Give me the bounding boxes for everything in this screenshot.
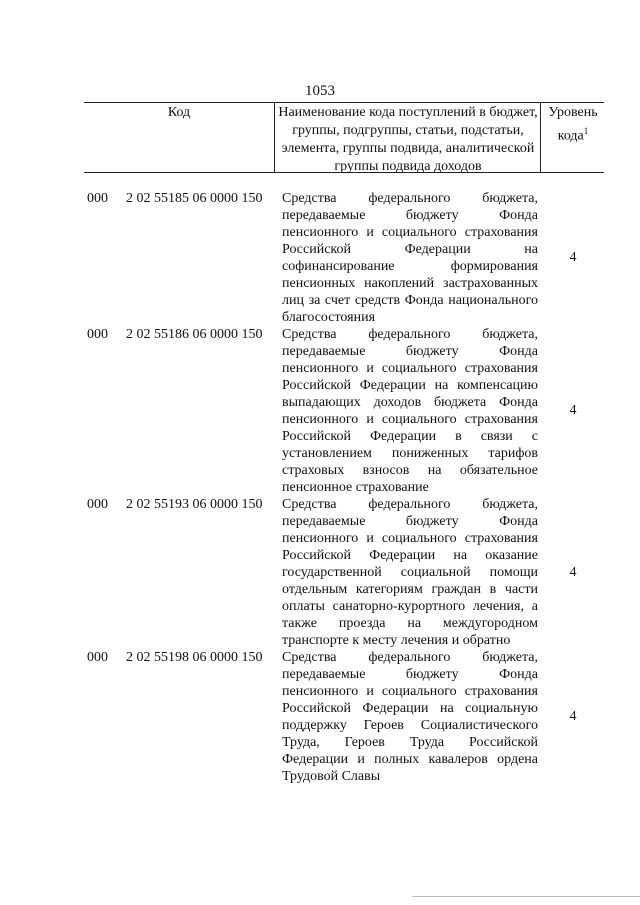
table-row (0, 326, 640, 496)
column-header-level-label: Уровень кода (548, 105, 598, 144)
code-level: 4 (569, 709, 577, 724)
admin-code: 000 (87, 497, 108, 512)
revenue-description: Средства федерального бюджета, передаваемые бюджету Фонда пенсионного и социального страхования Российской Федерации на оказание государственной социальной помощи отдельным категориям граждан в части оплаты санаторно-курортного лечения, а также проезда на междугородном транспорте к месту лечения и обратно (282, 497, 538, 648)
revenue-description: Средства федерального бюджета, передаваемые бюджету Фонда пенсионного и социального страхования Российской Федерации на социальную поддержку Героев Социалистического Труда, Героев Труда Российской Федерации и полных кавалеров ордена Трудовой Славы (282, 650, 538, 784)
revenue-code: 2 02 55193 06 0000 150 (126, 497, 263, 512)
column-header-name: Наименование кода поступлений в бюджет, группы, подгруппы, статьи, подстатьи, элемента, группы подвида, аналитической группы подвида доходов (278, 105, 538, 174)
column-header-level (542, 104, 604, 146)
admin-code: 000 (87, 191, 108, 206)
table-body (0, 190, 640, 785)
revenue-code: 2 02 55198 06 0000 150 (126, 650, 263, 665)
revenue-code: 2 02 55186 06 0000 150 (126, 327, 263, 342)
column-header-code: Код (167, 105, 191, 120)
column-divider (274, 102, 275, 172)
code-level: 4 (569, 564, 577, 580)
admin-code: 000 (87, 650, 108, 665)
table-row (0, 649, 640, 785)
table-row (0, 190, 640, 326)
table-header-top-border (84, 102, 604, 103)
scan-edge-line (412, 896, 640, 897)
admin-code: 000 (87, 327, 108, 342)
code-level: 4 (569, 250, 577, 265)
revenue-description: Средства федерального бюджета, передаваемые бюджету Фонда пенсионного и социального страхования Российской Федерации на компенсацию выпадающих доходов бюджета Фонда пенсионного и социального страхования Российской Федерации в связи с установлением пониженных тарифов страховых взносов на обязательное пенсионное страхование (282, 327, 538, 495)
code-level: 4 (569, 403, 577, 418)
revenue-code: 2 02 55185 06 0000 150 (126, 191, 263, 206)
footnote-marker: 1 (583, 126, 589, 136)
column-divider (540, 102, 541, 172)
page-number: 1053 (305, 83, 335, 99)
table-row (0, 496, 640, 649)
revenue-description: Средства федерального бюджета, передаваемые бюджету Фонда пенсионного и социального страхования Российской Федерации на софинансирование формирования пенсионных накоплений застрахованных лиц за счет средств Фонда национального благосостояния (282, 191, 538, 325)
